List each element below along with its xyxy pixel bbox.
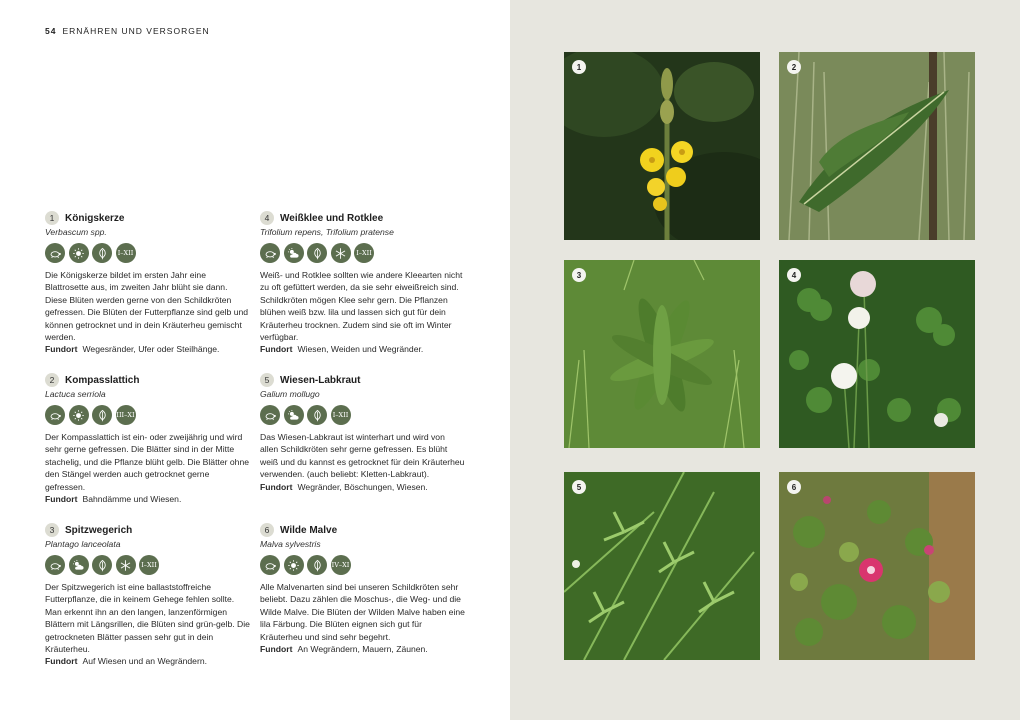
fundort-text: Wegesränder, Ufer oder Steilhänge. (82, 344, 220, 355)
plant-photo-wiesen-labkraut (564, 472, 760, 660)
photo-number-badge: 3 (572, 268, 586, 282)
plant-photo-kompasslattich (779, 52, 975, 240)
plant-photo-klee (779, 260, 975, 448)
leaf-icon (92, 243, 112, 263)
turtle-icon (260, 243, 280, 263)
plant-photo-spitzwegerich (564, 260, 760, 448)
turtle-icon (260, 405, 280, 425)
plant-description: Die Königskerze bildet im ersten Jahr eine Blattrosette aus, im zweiten Jahr blüht sie dann. Diese Blüten werden gerne von den Schildkröten gefressen. Die Blüten der Futterpflanze sind gelb und können getrocknet und in dein Kräuterheu gemischt werden. (45, 270, 249, 343)
month-range-icon: I–XII (116, 243, 136, 263)
plant-entry-wiesen-labkraut (260, 372, 465, 493)
entry-number-badge: 2 (45, 373, 59, 387)
plant-description: Der Kompasslattich ist ein- oder zweijährig und wird sehr gerne gefressen. Die Blätter sind in der Mitte stachelig, und die Pflanze blüht gelb. Die Blätter ohne den Stängel werden auch getrocknet gerne gefressen. (45, 432, 249, 492)
fundort-label: Fundort (45, 344, 78, 355)
sun-icon (69, 405, 89, 425)
right-page-photo-grid (510, 0, 1020, 720)
month-range-icon: III–XI (116, 405, 136, 425)
fundort-line (45, 493, 250, 505)
chapter-title: ERNÄHREN UND VERSORGEN (62, 26, 210, 36)
plant-entry-spitzwegerich (45, 522, 250, 668)
plant-entry-wilde-malve (260, 522, 465, 655)
plant-photo-koenigskerze (564, 52, 760, 240)
plant-name: Königskerze (65, 212, 125, 224)
plant-description: Der Spitzwegerich ist eine ballaststoffreiche Futterpflanze, die in keinem Gehege fehlen sollte. Man erkennt ihn an den langen, lanzenförmigen Blättern mit Längsrillen, die Blüten sind grün-gelb. Die getrockneten Blätter passen sehr gut in dein Kräuterheu. (45, 582, 250, 655)
fundort-text: An Wegrändern, Mauern, Zäunen. (297, 644, 428, 655)
icon-row (45, 243, 250, 263)
fundort-line (260, 643, 465, 655)
icon-row (260, 243, 465, 263)
page-header (45, 26, 210, 36)
turtle-icon (260, 555, 280, 575)
sun-cloud-icon (69, 555, 89, 575)
month-range-icon: I–XII (331, 405, 351, 425)
leaf-icon (307, 555, 327, 575)
month-range-icon: I–XII (354, 243, 374, 263)
entry-number-badge: 1 (45, 211, 59, 225)
entry-number-badge: 5 (260, 373, 274, 387)
plant-entry-koenigskerze (45, 210, 250, 356)
photo-number-badge: 4 (787, 268, 801, 282)
sun-cloud-icon (284, 243, 304, 263)
plant-name: Spitzwegerich (65, 524, 133, 536)
latin-name: Trifolium repens, Trifolium pratense (260, 227, 394, 237)
icon-row (45, 405, 250, 425)
month-range-icon: I–XII (139, 555, 159, 575)
plant-description: Alle Malvenarten sind bei unseren Schildkröten sehr beliebt. Dazu zählen die Moschus-, die Weg- und die Wilde Malve. Die Blüten der Wilden Malve haben eine lila Färbung. Die Blüten eignen sich gut für Kräuterheu und sind sehr begehrt. (260, 582, 465, 642)
turtle-icon (45, 405, 65, 425)
plant-name: Weißklee und Rotklee (280, 212, 384, 224)
plant-entry-kompasslattich (45, 372, 250, 505)
snowflake-icon (331, 243, 351, 263)
photo-number-badge: 5 (572, 480, 586, 494)
latin-name: Galium mollugo (260, 389, 320, 399)
fundort-line (45, 655, 250, 667)
photo-number-badge: 1 (572, 60, 586, 74)
photo-number-badge: 2 (787, 60, 801, 74)
plant-entry-klee (260, 210, 465, 356)
fundort-text: Auf Wiesen und an Wegrändern. (82, 656, 207, 667)
fundort-text: Wegränder, Böschungen, Wiesen. (297, 481, 428, 492)
fundort-label: Fundort (45, 494, 78, 505)
leaf-icon (307, 405, 327, 425)
turtle-icon (45, 243, 65, 263)
fundort-label: Fundort (260, 481, 293, 492)
page-number: 54 (45, 26, 57, 36)
fundort-line (260, 343, 465, 355)
leaf-icon (92, 405, 112, 425)
fundort-line (45, 343, 250, 355)
plant-name: Wilde Malve (280, 524, 338, 536)
entry-number-badge: 6 (260, 523, 274, 537)
sun-icon (284, 555, 304, 575)
icon-row (45, 555, 250, 575)
fundort-line (260, 481, 465, 493)
plant-description: Das Wiesen-Labkraut ist winterhart und wird von allen Schildkröten sehr gerne gefressen. Es blüht weiß und du kannst es getrocknet für dein Kräuterheu verwenden. (auch beliebt: Kletten-Labkraut). (260, 432, 465, 480)
latin-name: Plantago lanceolata (45, 539, 121, 549)
latin-name: Malva sylvestris (260, 539, 321, 549)
snowflake-icon (116, 555, 136, 575)
fundort-text: Wiesen, Weiden und Wegränder. (297, 344, 424, 355)
plant-photo-wilde-malve (779, 472, 975, 660)
fundort-label: Fundort (260, 344, 293, 355)
fundort-text: Bahndämme und Wiesen. (82, 494, 182, 505)
fundort-label: Fundort (45, 656, 78, 667)
entry-number-badge: 4 (260, 211, 274, 225)
turtle-icon (45, 555, 65, 575)
latin-name: Lactuca serriola (45, 389, 106, 399)
sun-icon (69, 243, 89, 263)
plant-name: Kompasslattich (65, 374, 140, 386)
month-range-icon: IV–XI (331, 555, 351, 575)
icon-row (260, 405, 465, 425)
leaf-icon (307, 243, 327, 263)
latin-name: Verbascum spp. (45, 227, 107, 237)
sun-cloud-icon (284, 405, 304, 425)
icon-row (260, 555, 465, 575)
plant-name: Wiesen-Labkraut (280, 374, 361, 386)
fundort-label: Fundort (260, 644, 293, 655)
entry-number-badge: 3 (45, 523, 59, 537)
photo-number-badge: 6 (787, 480, 801, 494)
plant-description: Weiß- und Rotklee sollten wie andere Kleearten nicht zu oft gefüttert werden, da sie sehr eiweißreich sind. Schildkröten mögen Klee sehr gern. Die Pflanzen blühen weiß bzw. lila und lassen sich gut für dein Kräuterheu trocknen. Zudem sind sie oft im Winter verfügbar. (260, 270, 463, 343)
leaf-icon (92, 555, 112, 575)
